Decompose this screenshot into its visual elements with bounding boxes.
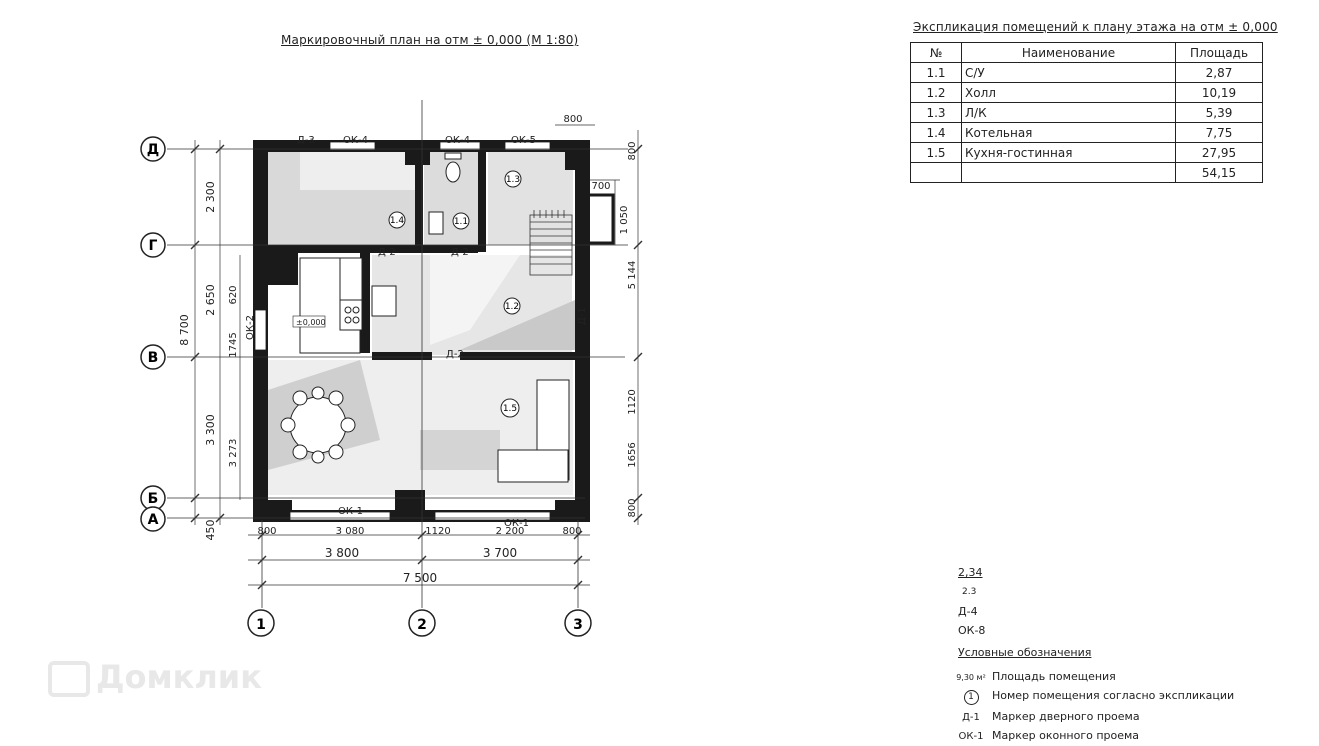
- column-header-number: №: [911, 43, 962, 63]
- door-mark: Д-1: [577, 307, 588, 325]
- svg-text:700: 700: [591, 181, 611, 192]
- svg-text:800: 800: [562, 526, 582, 537]
- legend-text: Номер помещения согласно экспликации: [992, 689, 1235, 702]
- explication-title: Экспликация помещений к плану этажа на отм ± 0,000: [913, 20, 1278, 34]
- room-number: 1.2: [911, 83, 962, 103]
- legend-item: [955, 689, 1235, 705]
- svg-text:8 700: 8 700: [178, 314, 191, 346]
- table-row: [911, 143, 1263, 163]
- window-mark: ОК-1: [338, 506, 363, 517]
- legend-symbol: 1: [964, 690, 979, 705]
- door-mark: Д-2: [378, 247, 396, 258]
- level-mark: ±0,000: [296, 318, 326, 327]
- legend-text: Площадь помещения: [992, 670, 1116, 683]
- axis-label-2: 2: [417, 617, 427, 633]
- svg-text:1745: 1745: [228, 332, 239, 358]
- column-header-name: Наименование: [962, 43, 1176, 63]
- svg-text:2 650: 2 650: [204, 284, 217, 316]
- legend-item: [955, 670, 1116, 683]
- window-mark: ОК-2: [245, 315, 256, 340]
- room-number: 1.4: [911, 123, 962, 143]
- legend-sample-area: 2,34: [958, 566, 983, 579]
- watermark-text: Домклик: [96, 658, 262, 696]
- legend-sample-door: Д-4: [958, 605, 978, 618]
- door-mark: Д-2: [446, 349, 464, 360]
- svg-text:3 080: 3 080: [335, 526, 365, 537]
- svg-text:800: 800: [627, 141, 638, 161]
- room-area: 7,75: [1176, 123, 1263, 143]
- window-mark: ОК-4: [343, 135, 368, 146]
- room-area: 5,39: [1176, 103, 1263, 123]
- room-area: 10,19: [1176, 83, 1263, 103]
- room-name: Холл: [962, 83, 1176, 103]
- svg-text:3 800: 3 800: [324, 546, 360, 560]
- room-number-1-2: 1.2: [504, 302, 520, 312]
- window-mark: ОК-5: [511, 135, 536, 146]
- table-row: [911, 123, 1263, 143]
- svg-text:1656: 1656: [627, 442, 638, 468]
- axis-label-d: Д: [146, 142, 160, 158]
- room-area: 2,87: [1176, 63, 1263, 83]
- legend-text: Маркер дверного проема: [992, 710, 1140, 723]
- svg-text:3 700: 3 700: [482, 546, 518, 560]
- svg-text:3 300: 3 300: [204, 414, 217, 446]
- room-number: 1.1: [911, 63, 962, 83]
- window-mark: ОК-4: [445, 135, 470, 146]
- legend-symbol: 9,30 м²: [956, 673, 986, 682]
- room-area: 27,95: [1176, 143, 1263, 163]
- svg-text:3 273: 3 273: [228, 438, 239, 468]
- table-row: [911, 103, 1263, 123]
- legend-title: Условные обозначения: [958, 646, 1092, 659]
- svg-text:1 050: 1 050: [619, 205, 630, 235]
- watermark: [48, 658, 262, 697]
- room-name: Котельная: [962, 123, 1176, 143]
- legend-item: [955, 729, 1140, 742]
- room-number-1-1: 1.1: [453, 217, 469, 227]
- room-name: Л/К: [962, 103, 1176, 123]
- legend-item: [955, 710, 1140, 723]
- column-header-area: Площадь: [1176, 43, 1263, 63]
- axis-label-1: 1: [256, 617, 266, 633]
- table-total-row: [911, 163, 1263, 183]
- svg-text:1120: 1120: [425, 526, 451, 537]
- room-number-1-5: 1.5: [502, 404, 518, 414]
- svg-text:800: 800: [563, 114, 583, 125]
- legend-text: Маркер оконного проема: [992, 729, 1140, 742]
- legend-symbol: Д-1: [962, 712, 980, 723]
- svg-text:1120: 1120: [627, 389, 638, 415]
- svg-text:800: 800: [627, 498, 638, 518]
- axis-label-a: А: [147, 512, 159, 528]
- door-mark: Д-2: [451, 247, 469, 258]
- svg-text:2 200: 2 200: [495, 526, 525, 537]
- plan-title: Маркировочный план на отм ± 0,000 (М 1:80): [281, 33, 579, 47]
- axis-label-3: 3: [573, 617, 583, 633]
- explication-table: [910, 42, 1263, 183]
- svg-text:800: 800: [257, 526, 277, 537]
- door-mark: Д-3: [297, 135, 315, 146]
- svg-text:2 300: 2 300: [204, 181, 217, 213]
- table-row: [911, 83, 1263, 103]
- table-row: [911, 63, 1263, 83]
- legend-sample-window: ОК-8: [958, 624, 986, 637]
- room-number-1-3: 1.3: [505, 175, 521, 185]
- svg-text:5 144: 5 144: [627, 260, 638, 290]
- legend-sample-number: 2.3: [962, 587, 977, 597]
- axis-label-b: Б: [147, 491, 159, 507]
- axis-label-g: Г: [148, 238, 158, 254]
- room-name: С/У: [962, 63, 1176, 83]
- axis-label-v: В: [147, 350, 159, 366]
- svg-text:450: 450: [204, 519, 217, 541]
- svg-text:620: 620: [228, 285, 239, 305]
- svg-text:7 500: 7 500: [402, 571, 438, 585]
- total-area: 54,15: [1176, 163, 1263, 183]
- room-number: 1.5: [911, 143, 962, 163]
- room-number-1-4: 1.4: [389, 216, 405, 226]
- legend-symbol: ОК-1: [958, 731, 984, 742]
- room-number: 1.3: [911, 103, 962, 123]
- window-mark: ОК-1: [504, 518, 529, 529]
- table-header-row: [911, 43, 1263, 63]
- house-logo-icon: [48, 661, 90, 697]
- room-name: Кухня-гостинная: [962, 143, 1176, 163]
